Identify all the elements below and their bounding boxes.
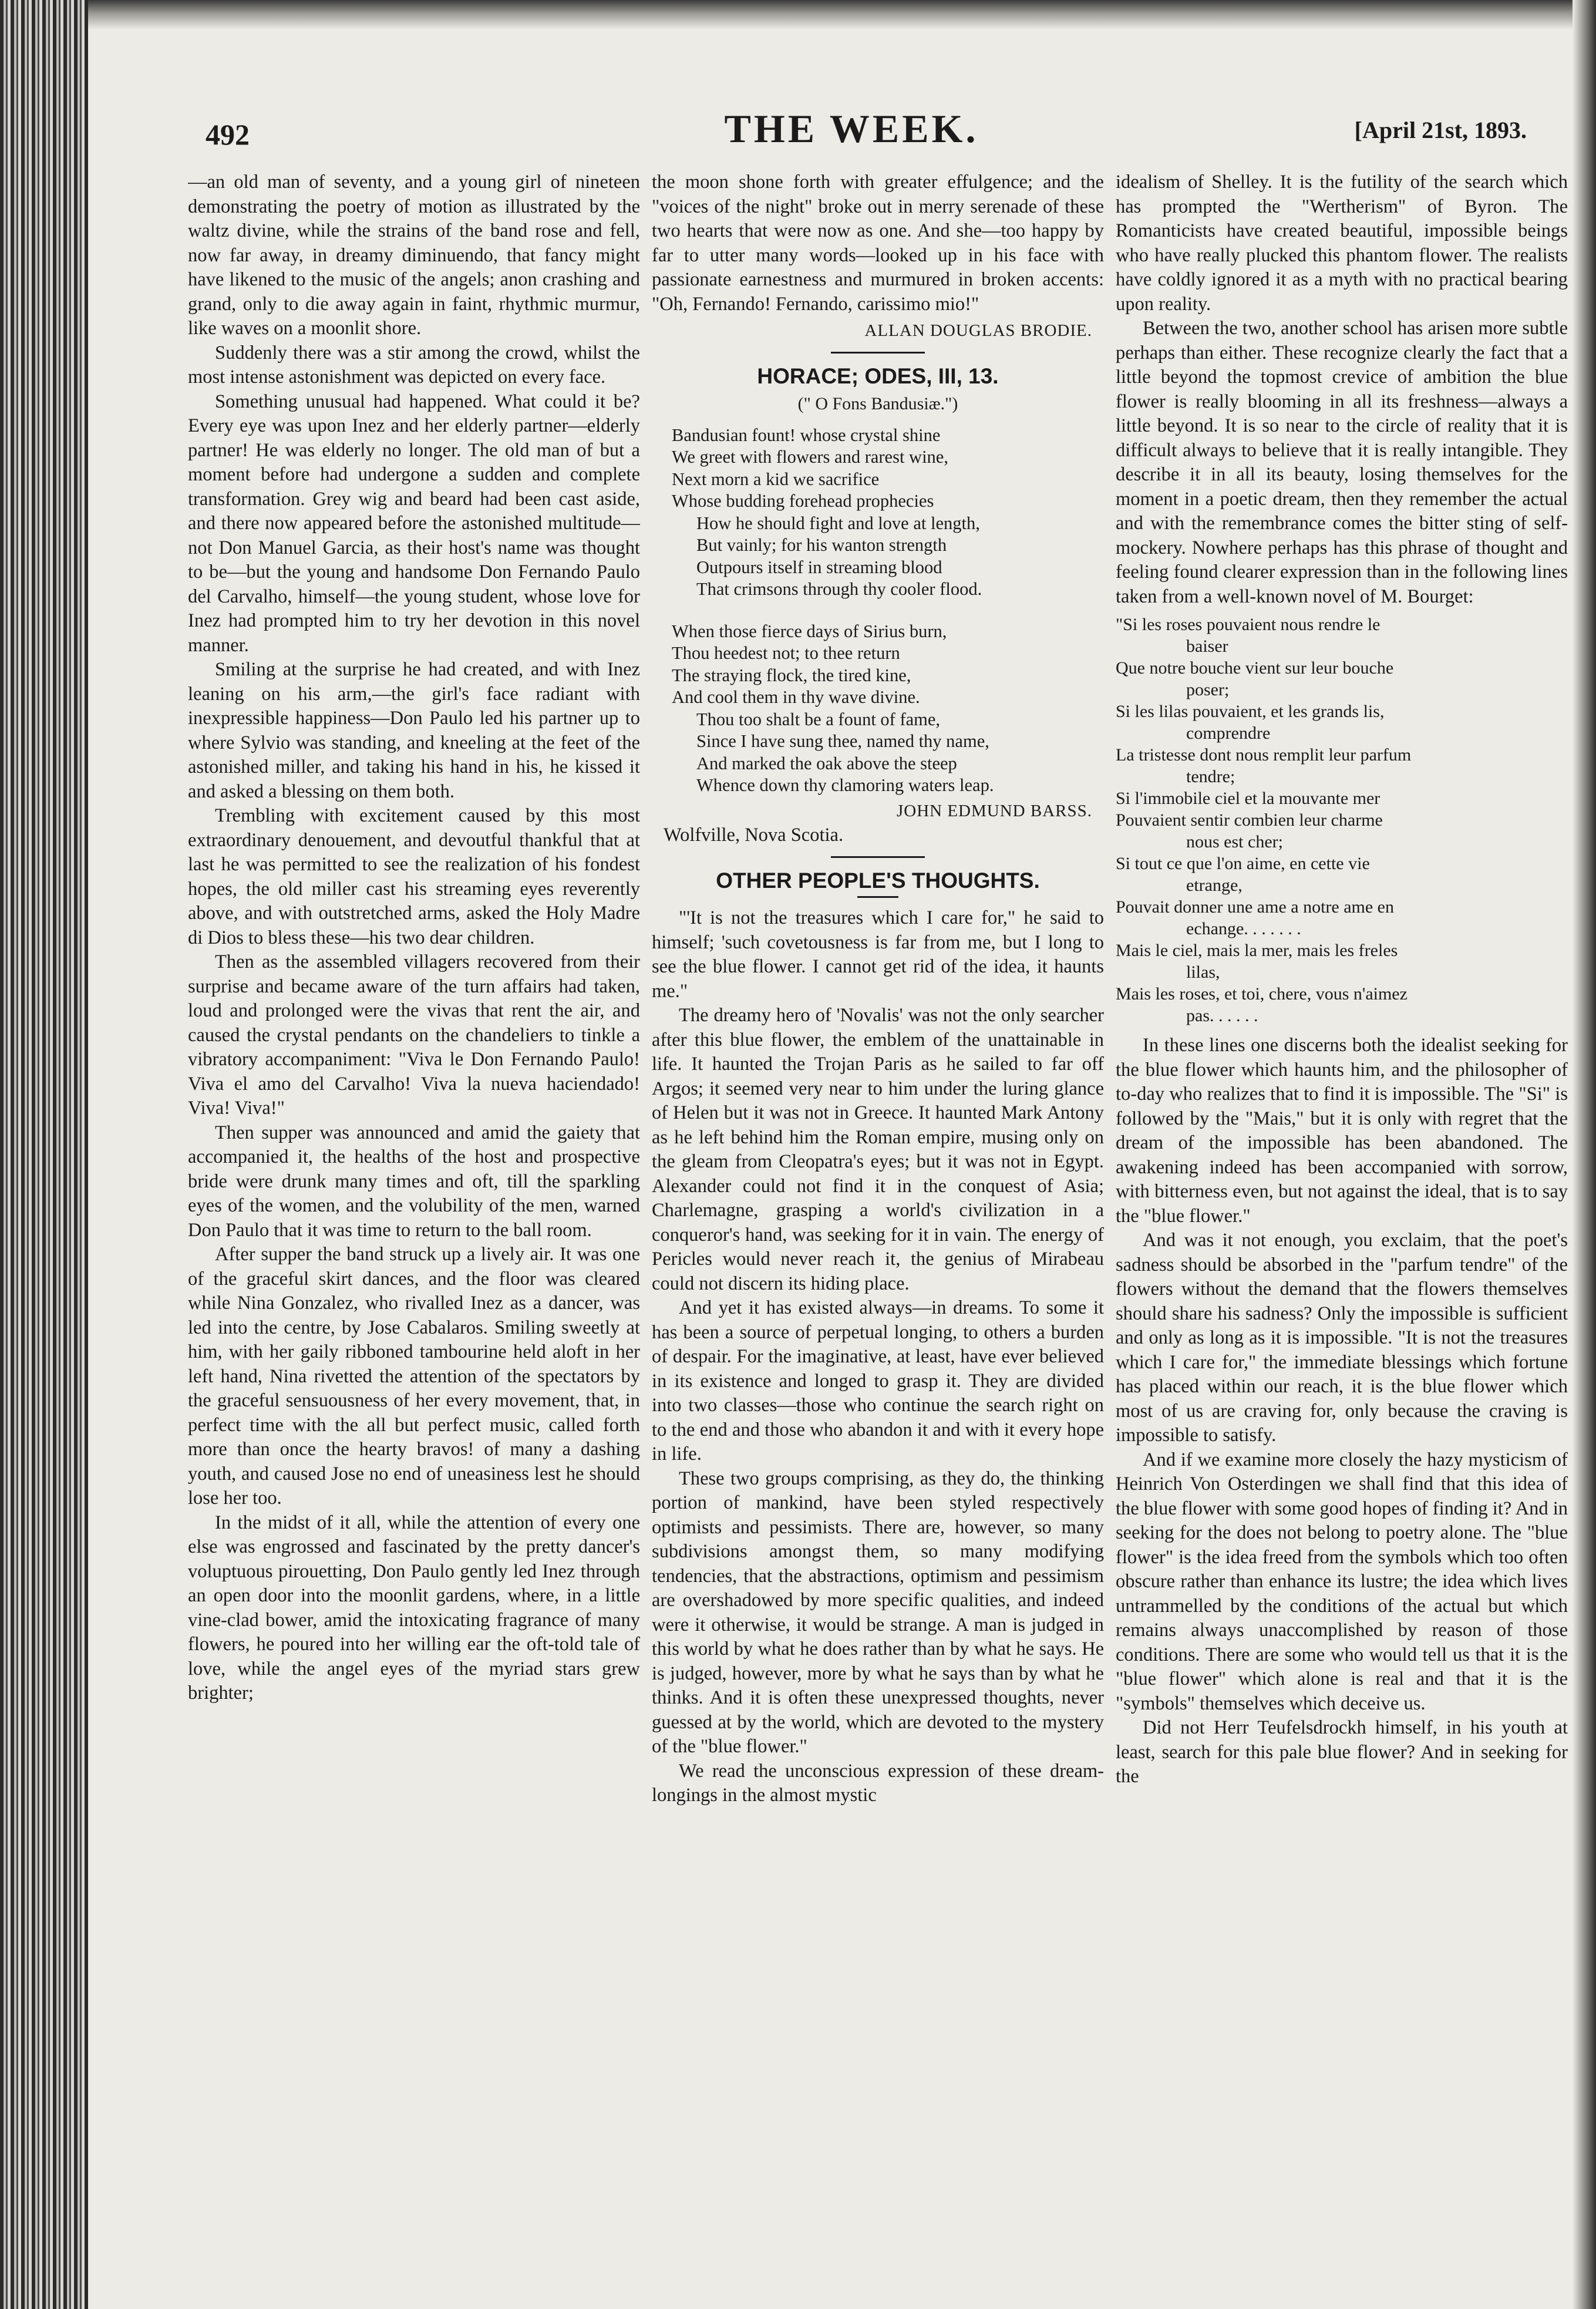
poem-line: Whence down thy clamoring waters leap. bbox=[696, 775, 994, 795]
poem-line: Outpours itself in streaming blood bbox=[696, 557, 942, 577]
verse-line: pas. . . . . . bbox=[1186, 1006, 1258, 1025]
verse-line: echange. . . . . . . bbox=[1186, 919, 1301, 938]
poem-line: And cool them in thy wave divine. bbox=[672, 687, 920, 707]
section-divider bbox=[831, 352, 925, 354]
dateline: [April 21st, 1893. bbox=[1354, 117, 1527, 143]
paragraph: the moon shone forth with greater effulgence; and the "voices of the night" broke out in merry serenade of these two hearts that were now as one. And she—too happy by far to utter many words—looked up in his face with passionate earnestness and murmured in broken accents: "Oh, Fernando! Fernando, carissimo mio!" bbox=[652, 171, 1104, 315]
paragraph: Between the two, another school has arisen more subtle perhaps than either. These recognize clearly the fact that a little beyond the topmost crevice of ambition the blue flower is really blooming in all its freshness—always a little beyond. It is so near to the circle of reality that it is difficult always to believe that it is really intangible. They describe it in all its beauty, losing themselves for the moment in a poetic dream, then they remember the actual and with the remembrance comes the bitter sting of self-mockery. Nowhere perhaps has this phrase of thought and feeling found clearer expression than in the following lines taken from a well-known novel of M. Bourget: bbox=[1116, 318, 1568, 607]
verse-line: Si l'immobile ciel et la mouvante mer bbox=[1116, 789, 1380, 808]
poem-line: When those fierce days of Sirius burn, bbox=[672, 621, 947, 641]
paragraph: Then as the assembled villagers recovered from their surprise and became aware of the turn affairs had taken, loud and prolonged were the vivas that rent the air, and caused the crystal pendants on the chandeliers to tinkle a vibratory accompaniment: "Viva le Don Fernando Paulo! Viva el amo del Carvalho! Viva la nueva haciendado! Viva! Viva!" bbox=[188, 951, 640, 1119]
column-3 bbox=[1116, 170, 1568, 2273]
verse-line: baiser bbox=[1186, 637, 1228, 656]
paragraph: idealism of Shelley. It is the futility of the search which has prompted the "Wertherism" of Byron. The Romanticists have created beautiful, impossible beings who have really plucked this phantom flower. The realists have coldly ignored it as a myth with no practical bearing upon reality. bbox=[1116, 171, 1568, 315]
poem-line: But vainly; for his wanton strength bbox=[696, 535, 947, 555]
section-title: OTHER PEOPLE'S THOUGHTS. bbox=[716, 868, 1040, 893]
section-divider bbox=[831, 856, 925, 858]
poem-line: Whose budding forehead prophecies bbox=[672, 491, 934, 511]
paragraph: These two groups comprising, as they do, the thinking portion of mankind, have been styled respectively optimists and pessimists. There are, however, so many subdivisions amongst them, so many modifying tendencies, that the abstractions, optimism and pessimism are overshadowed by more specific qualities, and indeed were it otherwise, it would be strange. A man is judged in this world by what he does rather than by what he says. He is judged, however, more by what he says than by what he thinks. And it is often these unexpressed thoughts, never guessed at by the world, which are devoted to the mystery of the "blue flower." bbox=[652, 1467, 1104, 1757]
paragraph: In these lines one discerns both the idealist seeking for the blue flower which haunts him, and the philosopher of to-day who realizes that to find it is impossible. The "Si" is followed by the "Mais," but it is only with regret that the dream of the impossible has been abandoned. The awakening indeed has been accompanied with sorrow, with bitterness even, but not against the ideal, that is to say the "blue flower." bbox=[1116, 1035, 1568, 1227]
verse-line: Pouvait donner une ame a notre ame en bbox=[1116, 897, 1394, 917]
poem-subtitle: (" O Fons Bandusiæ.") bbox=[797, 394, 958, 413]
poem-title: HORACE; ODES, III, 13. bbox=[757, 363, 999, 388]
newspaper-page bbox=[141, 88, 1568, 2284]
book-binding-edge bbox=[0, 0, 88, 2309]
paragraph: And if we examine more closely the hazy mysticism of Heinrich Von Osterdingen we shall find that this idea of the blue flower with some good hopes of finding it? And in seeking for the does not belong to poetry alone. The "blue flower" is the idea freed from the symbols which too often obscure rather than enhance its lustre; the idea which lives untrammelled by the conditions of the actual but which remains always unaccomplished by reason of those conditions. There are some who would tell us that it is the "blue flower" which alone is real and that it is the "symbols" themselves which deceive us. bbox=[1116, 1449, 1568, 1714]
column-2 bbox=[652, 170, 1104, 2273]
poem-line: Bandusian fount! whose crystal shine bbox=[672, 425, 941, 445]
title-underline bbox=[857, 896, 898, 898]
french-verse bbox=[1116, 614, 1568, 1026]
paragraph: Trembling with excitement caused by this most extraordinary denouement, and devoutful thankful that at last he was permitted to see the realization of his fondest hopes, the old miller cast his streaming eyes reverently above, and with outstretched arms, asked the Holy Madre di Dios to bless these—his two dear children. bbox=[188, 805, 640, 948]
verse-line: comprendre bbox=[1186, 723, 1271, 743]
verse-line: lilas, bbox=[1186, 962, 1220, 982]
poem-line: That crimsons through thy cooler flood. bbox=[696, 579, 982, 599]
column-1 bbox=[188, 170, 640, 2273]
author-location: Wolfville, Nova Scotia. bbox=[664, 824, 844, 846]
verse-line: nous est cher; bbox=[1186, 832, 1283, 851]
verse-line: Mais le ciel, mais la mer, mais les freles bbox=[1116, 941, 1398, 960]
paragraph: —an old man of seventy, and a young girl of nineteen demonstrating the poetry of motion as illustrated by the waltz divine, while the strains of the band rose and fell, now far away, in dreamy diminuendo, that fancy might have likened to the music of the angels; anon crashing and grand, only to die away again in faint, rhythmic murmur, like waves on a moonlit shore. bbox=[188, 171, 640, 339]
paragraph: Suddenly there was a stir among the crowd, whilst the most intense astonishment was depicted on every face. bbox=[188, 342, 640, 388]
paragraph: Did not Herr Teufelsdrockh himself, in his youth at least, search for this pale blue flower? And in seeking for the bbox=[1116, 1717, 1568, 1787]
poem-line: The straying flock, the tired kine, bbox=[672, 665, 911, 685]
paragraph: The dreamy hero of 'Novalis' was not the only searcher after this blue flower, the emblem of the unattainable in life. It haunted the Trojan Paris as he sailed to far off Argos; it seemed very near to him under the luring glance of Helen but it was not in Greece. It haunted Mark Antony as he left behind him the Roman empire, musing only on the gleam from Cleopatra's eyes; but it was not in Egypt. Alexander could not find it in the conquest of Asia; Charlemagne, grasping a world's civilization in a conqueror's hand, was seeking for it in vain. The energy of Pericles would never reach it, the genius of Mirabeau could not discern its hiding place. bbox=[652, 1005, 1104, 1294]
top-page-edge bbox=[88, 0, 1596, 29]
paragraph: Then supper was announced and amid the gaiety that accompanied it, the healths of the host and prospective bride were drunk many times and oft, till the sparkling eyes of the women, and the volubility of the men, warned Don Paulo that it was time to return to the ball room. bbox=[188, 1122, 640, 1241]
poem-line: Since I have sung thee, named thy name, bbox=[696, 731, 989, 751]
author-signature: JOHN EDMUND BARSS. bbox=[896, 801, 1092, 820]
paragraph: "'It is not the treasures which I care for," he said to himself; 'such covetousness is far from me, but I long to see the blue flower. I cannot get rid of the idea, it haunts me." bbox=[652, 907, 1104, 1002]
verse-line: Si tout ce que l'on aime, en cette vie bbox=[1116, 854, 1370, 873]
right-page-edge bbox=[1573, 0, 1596, 2309]
verse-line: Mais les roses, et toi, chere, vous n'aimez bbox=[1116, 984, 1408, 1004]
paragraph: Something unusual had happened. What could it be? Every eye was upon Inez and her elderly partner—elderly partner! He was elderly no longer. The old man of but a moment before had undergone a sudden and complete transformation. Grey wig and beard had been cast aside, and there now appeared before the astonished multitude—not Don Manuel Garcia, as their host's name was thought to be—but the young and handsome Don Fernando Paulo del Carvalho, himself—the young student, whose love for Inez had prompted him to try her devotion in this novel manner. bbox=[188, 391, 640, 656]
poem-line: Next morn a kid we sacrifice bbox=[672, 469, 880, 489]
paragraph: After supper the band struck up a lively air. It was one of the graceful skirt dances, and the floor was cleared while Nina Gonzalez, who rivalled Inez as a dancer, was led into the centre, by Jose Cabalaros. Smiling sweetly at him, with her gaily ribboned tambourine held aloft in her left hand, Nina rivetted the attention of the spectators by the graceful sensuousness of her every movement, that, in perfect time with the all but perfect music, called forth more than once the hearty bravos! of many a dashing youth, and caused Jose no end of uneasiness lest he should lose her too. bbox=[188, 1244, 640, 1509]
paragraph: We read the unconscious expression of these dream-longings in the almost mystic bbox=[652, 1760, 1104, 1806]
verse-line: Pouvaient sentir combien leur charme bbox=[1116, 810, 1383, 830]
poem-line: Thou too shalt be a fount of fame, bbox=[696, 709, 941, 729]
author-signature: ALLAN DOUGLAS BRODIE. bbox=[864, 321, 1092, 340]
verse-line: etrange, bbox=[1186, 876, 1243, 895]
verse-line: tendre; bbox=[1186, 767, 1235, 786]
page-header bbox=[141, 106, 1562, 170]
poem-line: We greet with flowers and rarest wine, bbox=[672, 447, 948, 467]
poem-line: And marked the oak above the steep bbox=[696, 753, 957, 773]
paragraph: And was it not enough, you exclaim, that the poet's sadness should be absorbed in the "parfum tendre" of the flowers without the demand that the flowers themselves should share his sadness? Only the impossible is sufficient and only as long as it is impossible. "It is not the treasures which I care for," the immediate blessings which fortune has placed within our reach, it is the blue flower which most of us are craving for, only because the craving is impossible to satisfy. bbox=[1116, 1230, 1568, 1446]
masthead: THE WEEK. bbox=[724, 106, 979, 151]
paragraph: In the midst of it all, while the attention of every one else was engrossed and fascinated by the pretty dancer's voluptuous pirouetting, Don Paulo gently led Inez through an open door into the moonlit gardens, where, in a little vine-clad bower, amid the intoxicating fragrance of many flowers, he poured into her willing ear the oft-told tale of love, while the angel eyes of the myriad stars grew brighter; bbox=[188, 1512, 640, 1704]
verse-line: Si les lilas pouvaient, et les grands lis, bbox=[1116, 702, 1385, 721]
verse-line: "Si les roses pouvaient nous rendre le bbox=[1116, 615, 1380, 634]
stanza-gap bbox=[672, 601, 1104, 621]
paragraph: And yet it has existed always—in dreams. To some it has been a source of perpetual longing, to others a burden of despair. For the imaginative, at least, have ever believed in its existence and longed to grasp it. They are divided into two classes—those who continue the search right on to the end and those who abandon it and with it every hope in life. bbox=[652, 1297, 1104, 1465]
paragraph: Smiling at the surprise he had created, and with Inez leaning on his arm,—the girl's face radiant with inexpressible happiness—Don Paulo led his partner up to where Sylvio was standing, and kneeling at the feet of the astonished miller, and taking his hand in his, he kissed it and asked a blessing on them both. bbox=[188, 659, 640, 802]
page-number: 492 bbox=[206, 118, 250, 151]
verse-line: La tristesse dont nous remplit leur parfum bbox=[1116, 745, 1412, 765]
poem-line: How he should fight and love at length, bbox=[696, 513, 980, 533]
poem bbox=[672, 425, 1104, 797]
verse-line: Que notre bouche vient sur leur bouche bbox=[1116, 658, 1394, 678]
poem-line: Thou heedest not; to thee return bbox=[672, 643, 900, 663]
verse-line: poser; bbox=[1186, 680, 1230, 699]
